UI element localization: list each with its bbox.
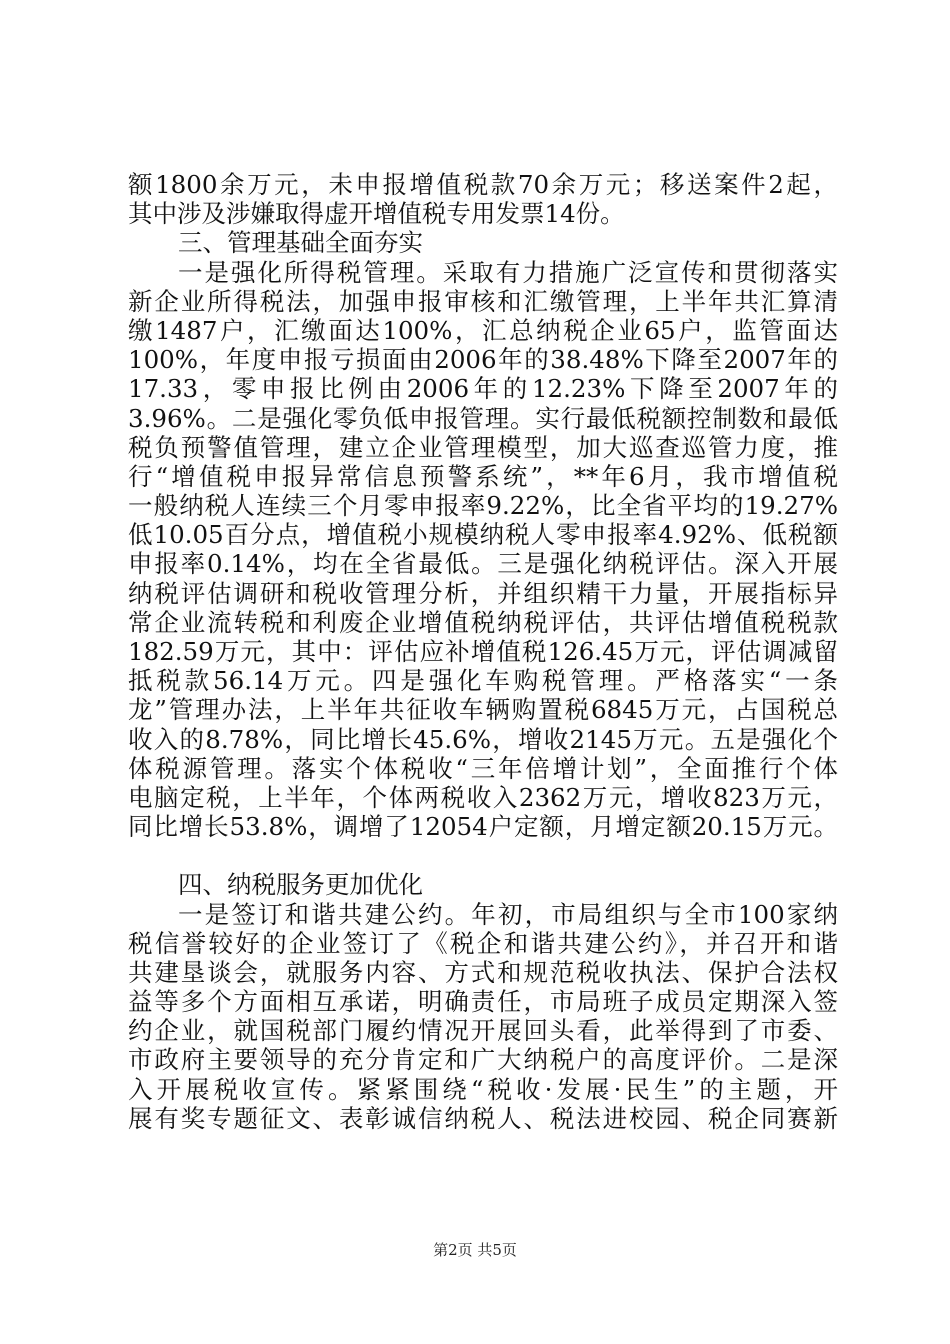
paragraph-line: 缴1487户，汇缴面达100%，汇总纳税企业65户，监管面达 (128, 315, 838, 345)
paragraph-line: 一是强化所得税管理。采取有力措施广泛宣传和贯彻落实 (178, 257, 838, 287)
section-heading: 四、纳税服务更加优化 (178, 870, 423, 900)
paragraph-line: 抵税款56.14万元。四是强化车购税管理。严格落实“一条 (128, 666, 838, 696)
paragraph-line: 3.96%。二是强化零负低申报管理。实行最低税额控制数和最低 (128, 403, 838, 433)
paragraph-line: 共建垦谈会，就服务内容、方式和规范税收执法、保护合法权 (128, 957, 838, 987)
paragraph-line: 入开展税收宣传。紧紧围绕“税收·发展·民生”的主题，开 (128, 1074, 838, 1104)
paragraph-line: 龙”管理办法，上半年共征收车辆购置税6845万元，占国税总 (128, 695, 838, 725)
paragraph-line: 电脑定税，上半年，个体两税收入2362万元，增收823万元， (128, 782, 838, 812)
paragraph-line: 展有奖专题征文、表彰诚信纳税人、税法进校园、税企同赛新 (128, 1103, 838, 1133)
paragraph-line: 常企业流转税和利废企业增值税纳税评估，共评估增值税税款 (128, 607, 838, 637)
paragraph-line: 体税源管理。落实个体税收“三年倍增计划”，全面推行个体 (128, 753, 838, 783)
paragraph-line: 收入的8.78%，同比增长45.6%，增收2145万元。五是强化个 (128, 724, 838, 754)
paragraph-line: 其中涉及涉嫌取得虚开增值税专用发票14份。 (128, 199, 625, 229)
paragraph-line: 市政府主要领导的充分肯定和广大纳税户的高度评价。二是深 (128, 1045, 838, 1075)
paragraph-line: 益等多个方面相互承诺，明确责任，市局班子成员定期深入签 (128, 987, 838, 1017)
section-heading: 三、管理基础全面夯实 (178, 228, 423, 258)
paragraph-line: 182.59万元，其中：评估应补增值税126.45万元，评估调减留 (128, 637, 838, 666)
paragraph-line: 纳税评估调研和税收管理分析，并组织精干力量，开展指标异 (128, 578, 838, 608)
paragraph-line: 行“增值税申报异常信息预警系统”，**年6月，我市增值税 (128, 461, 838, 491)
paragraph-line: 额1800余万元，未申报增值税款70余万元；移送案件2起， (128, 170, 838, 199)
paragraph-line: 一般纳税人连续三个月零申报率9.22%，比全省平均的19.27% (128, 491, 838, 521)
document-body (128, 170, 838, 1133)
paragraph-line: 申报率0.14%，均在全省最低。三是强化纳税评估。深入开展 (128, 549, 838, 579)
paragraph-line: 新企业所得税法，加强申报审核和汇缴管理，上半年共汇算清 (128, 286, 838, 316)
paragraph-line: 低10.05百分点，增值税小规模纳税人零申报率4.92%、低税额 (128, 520, 838, 550)
paragraph-line: 税信誉较好的企业签订了《税企和谐共建公约》，并召开和谐 (128, 928, 838, 958)
paragraph-line: 100%，年度申报亏损面由2006年的38.48%下降至2007年的 (128, 345, 838, 375)
paragraph-line: 约企业，就国税部门履约情况开展回头看，此举得到了市委、 (128, 1016, 838, 1046)
paragraph-gap (128, 841, 838, 870)
paragraph-line: 17.33，零申报比例由2006年的12.23%下降至2007年的 (128, 374, 838, 404)
paragraph-line: 同比增长53.8%，调增了12054户定额，月增定额20.15万元。 (128, 812, 838, 842)
paragraph-line: 一是签订和谐共建公约。年初，市局组织与全市100家纳 (178, 899, 838, 929)
page-number-footer: 第2页 共5页 (433, 1241, 517, 1259)
paragraph-line: 税负预警值管理，建立企业管理模型，加大巡查巡管力度，推 (128, 432, 838, 462)
